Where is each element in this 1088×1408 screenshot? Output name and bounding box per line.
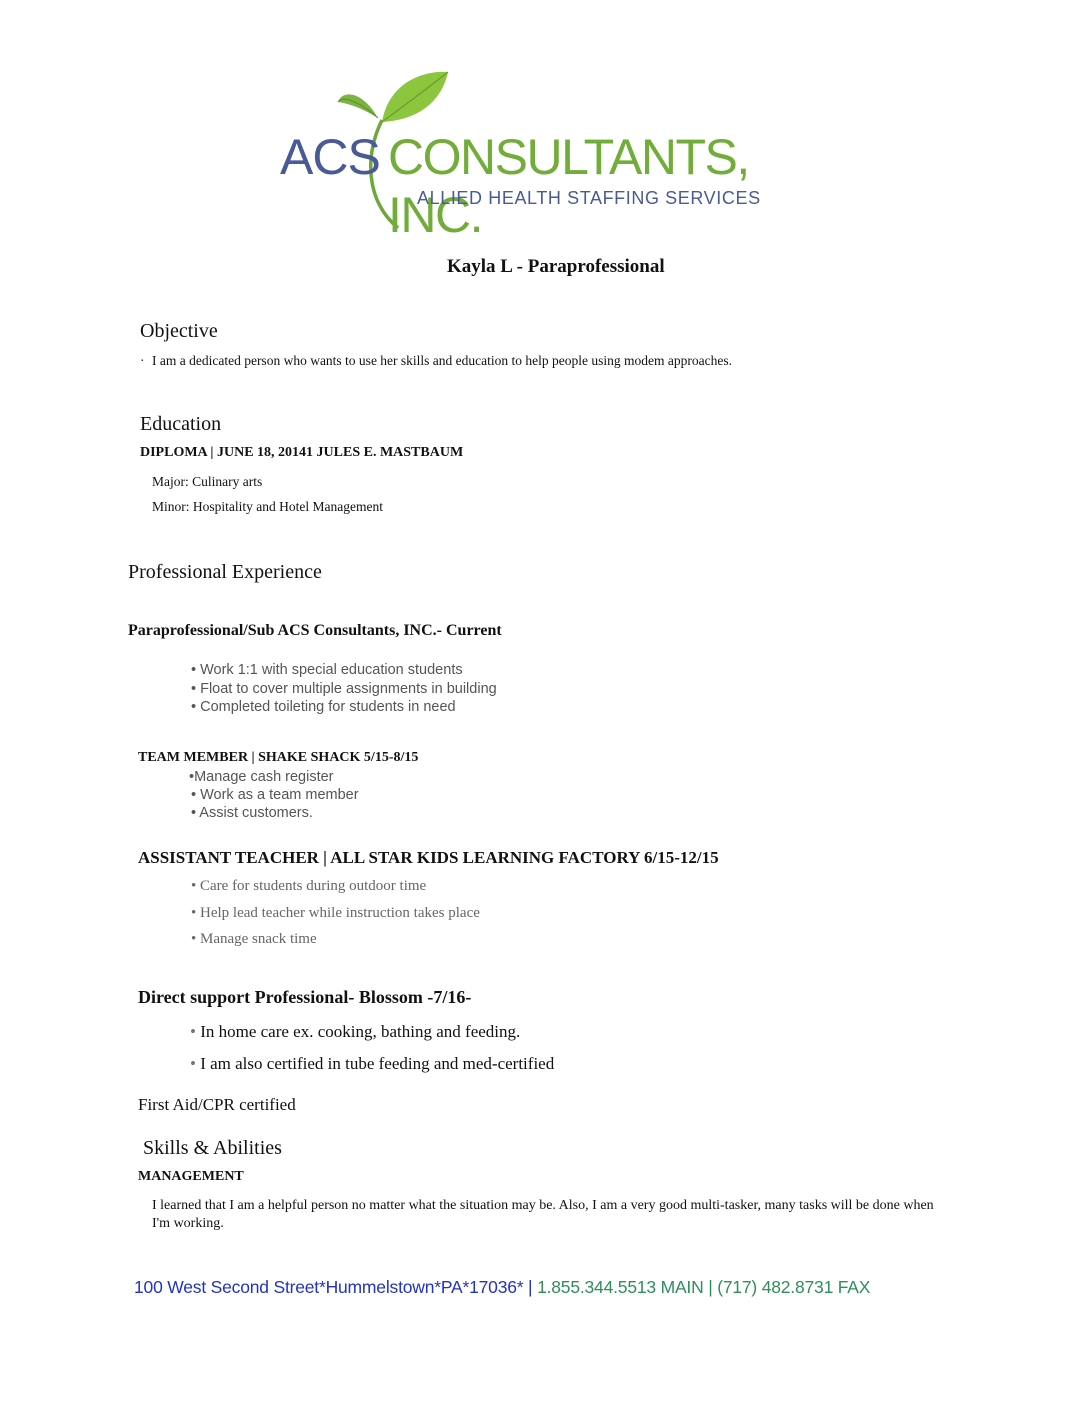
education-heading: Education	[140, 413, 222, 435]
job-bullet: • Work as a team member	[191, 787, 359, 803]
job-bullet: • Completed toileting for students in need	[191, 699, 456, 715]
footer-phones: 1.855.344.5513 MAIN | (717) 482.8731 FAX	[532, 1277, 871, 1297]
education-diploma: DIPLOMA | JUNE 18, 20141 JULES E. MASTBAUM	[140, 445, 464, 460]
job-bullet: •Manage cash register	[189, 769, 334, 785]
job-title: Direct support Professional- Blossom -7/16-	[138, 987, 472, 1007]
job-bullet	[190, 1054, 554, 1074]
logo-acs-text: ACS	[280, 129, 380, 185]
objective-heading: Objective	[140, 320, 218, 342]
job-bullet: • Float to cover multiple assignments in building	[191, 681, 497, 697]
company-logo	[270, 60, 830, 243]
logo-subtitle: ALLIED HEALTH STAFFING SERVICES	[417, 188, 761, 208]
skills-text: I learned that I am a helpful person no matter what the situation may be. Also, I am a very good multi-tasker, many tasks will be done when I'm working.	[152, 1198, 934, 1231]
objective-bullet-icon: ·	[140, 353, 145, 368]
experience-heading: Professional Experience	[128, 561, 322, 583]
certification: First Aid/CPR certified	[138, 1095, 296, 1114]
job-bullet: • Care for students during outdoor time	[191, 878, 427, 894]
footer-contact	[134, 1277, 870, 1298]
job-bullet-text: In home care ex. cooking, bathing and feeding.	[200, 1022, 521, 1041]
logo-consultants-text: CONSULTANTS, INC.	[388, 129, 749, 243]
job-bullet	[190, 1022, 520, 1042]
bullet-dot-icon: •	[190, 1054, 196, 1073]
job-bullet: • Assist customers.	[191, 805, 313, 821]
bullet-dot-icon: •	[190, 1022, 196, 1041]
skills-subheading: MANAGEMENT	[138, 1169, 244, 1184]
job-title: Paraprofessional/Sub ACS Consultants, INC.- Current	[128, 622, 502, 639]
job-bullet: • Help lead teacher while instruction takes place	[191, 905, 480, 921]
page-title: Kayla L - Paraprofessional	[447, 256, 665, 277]
education-minor: Minor: Hospitality and Hotel Management	[152, 499, 383, 514]
job-title: TEAM MEMBER | SHAKE SHACK 5/15-8/15	[138, 750, 419, 765]
skills-heading: Skills & Abilities	[143, 1137, 282, 1159]
job-bullet: • Manage snack time	[191, 931, 317, 947]
education-major: Major: Culinary arts	[152, 474, 263, 489]
job-bullet: • Work 1:1 with special education students	[191, 662, 463, 678]
job-title: ASSISTANT TEACHER | ALL STAR KIDS LEARNING FACTORY 6/15-12/15	[138, 848, 719, 867]
job-bullet-text: I am also certified in tube feeding and med-certified	[200, 1054, 555, 1073]
footer-address: 100 West Second Street*Hummelstown*PA*17036* |	[134, 1277, 533, 1297]
objective-text: I am a dedicated person who wants to use her skills and education to help people using modem approaches.	[152, 353, 732, 368]
